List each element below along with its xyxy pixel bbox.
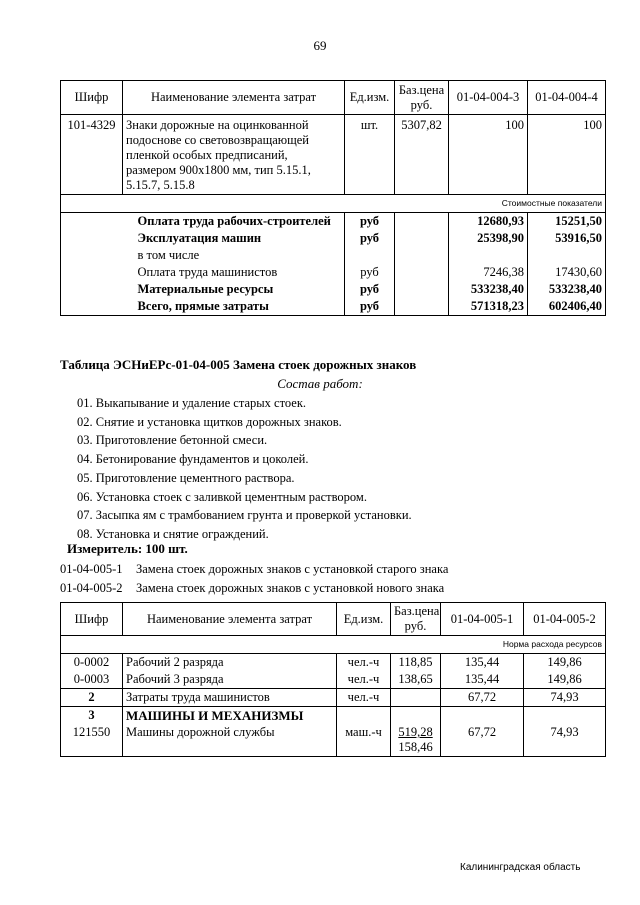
- row-val1: 67,72: [441, 724, 524, 757]
- table-header-row: [61, 81, 606, 115]
- row-val1: 67,72: [441, 689, 524, 707]
- list-item: 01. Выкапывание и удаление старых стоек.: [77, 396, 307, 410]
- row-val2: 74,93: [524, 724, 606, 757]
- table-title: Таблица ЭСНиЕРс-01-04-005 Замена стоек дорожных знаков: [60, 357, 417, 372]
- header-price: Баз.цена руб.: [395, 81, 449, 115]
- table-header-row: [61, 603, 606, 636]
- row-unit: руб: [345, 298, 395, 316]
- header-price: Баз.цена руб.: [391, 603, 441, 636]
- list-item: 02. Снятие и установка щитков дорожных знаков.: [77, 414, 342, 429]
- header-name: Наименование элемента затрат: [123, 81, 345, 115]
- row-name: Оплата труда рабочих-строителей: [123, 213, 345, 231]
- row-val2: 74,93: [524, 689, 606, 707]
- row-name: Материальные ресурсы: [137, 282, 274, 296]
- row-val2: 53916,50: [528, 230, 606, 247]
- row-name: Оплата труда машинистов: [137, 265, 278, 279]
- row-val2: 602406,40: [528, 298, 606, 316]
- row-name: Рабочий 3 разряда: [123, 671, 337, 689]
- row-unit: руб: [345, 264, 395, 281]
- row-name: МАШИНЫ И МЕХАНИЗМЫ: [123, 707, 337, 725]
- header-col2: 01-04-005-2: [524, 603, 606, 636]
- list-item: 07. Засыпка ям с трамбованием грунта и проверкой установки.: [77, 508, 412, 523]
- material-code: 101-4329: [61, 115, 123, 195]
- row-price-main: 519,28: [398, 725, 433, 739]
- row-code: 2: [61, 689, 123, 707]
- code-line-code: 01-04-005-1: [60, 562, 123, 576]
- table-row: [61, 230, 606, 247]
- material-name-line: 5.15.7, 5.15.8: [126, 178, 195, 192]
- table-row: [61, 298, 606, 316]
- row-val1: 25398,90: [449, 230, 528, 247]
- material-name-line: подоснове со световозвращающей: [126, 133, 309, 147]
- header-unit: Ед.изм.: [345, 81, 395, 115]
- cost-table-1: [60, 80, 606, 316]
- material-unit: шт.: [345, 115, 395, 195]
- row-unit: руб: [345, 281, 395, 298]
- table-row: [61, 213, 606, 231]
- row-name: Рабочий 2 разряда: [123, 654, 337, 672]
- header-col2: 01-04-004-4: [528, 81, 606, 115]
- table-row: [61, 689, 606, 707]
- row-name: Всего, прямые затраты: [123, 298, 345, 316]
- row-unit: руб: [345, 230, 395, 247]
- table-row: [61, 654, 606, 672]
- section-label-row: [61, 195, 606, 213]
- page-number: 69: [313, 38, 327, 53]
- table-row: [61, 115, 606, 195]
- row-val2: 533238,40: [528, 281, 606, 298]
- row-name: Машины дорожной службы: [123, 724, 337, 757]
- material-name-line: размером 900x1800 мм, тип 5.15.1,: [126, 163, 311, 177]
- code-line-text: Замена стоек дорожных знаков с установкой нового знака: [136, 580, 445, 595]
- row-unit: маш.-ч: [337, 724, 391, 757]
- table-row: [61, 264, 606, 281]
- row-val1: 533238,40: [449, 281, 528, 298]
- work-composition-label: Состав работ:: [277, 376, 363, 391]
- row-name: Эксплуатация машин: [137, 231, 262, 245]
- material-val2: 100: [528, 115, 606, 195]
- row-unit: руб: [345, 213, 395, 231]
- meter-label: Измеритель: 100 шт.: [67, 541, 188, 556]
- row-code: 121550: [61, 724, 123, 757]
- header-col1: 01-04-004-3: [449, 81, 528, 115]
- material-name-line: Знаки дорожные на оцинкованной: [126, 118, 309, 132]
- footer-region: Калининградская область: [460, 862, 581, 873]
- row-val2: 149,86: [524, 654, 606, 672]
- code-line: [60, 560, 448, 579]
- list-item: 06. Установка стоек с заливкой цементным раствором.: [77, 489, 367, 504]
- row-val1: 135,44: [441, 671, 524, 689]
- list-item: 04. Бетонирование фундаментов и цоколей.: [77, 452, 309, 467]
- code-line: [60, 579, 448, 598]
- table-row: [61, 281, 606, 298]
- section-label: Стоимостные показатели: [449, 195, 606, 213]
- row-price: 138,65: [391, 671, 441, 689]
- header-unit: Ед.изм.: [337, 603, 391, 636]
- section-label-row: [61, 636, 606, 654]
- row-name: Затраты труда машинистов: [123, 689, 337, 707]
- row-unit: чел.-ч: [337, 671, 391, 689]
- list-item: 05. Приготовление цементного раствора.: [77, 470, 295, 485]
- header-code: Шифр: [61, 603, 123, 636]
- header-name: Наименование элемента затрат: [123, 603, 337, 636]
- row-val2: 149,86: [524, 671, 606, 689]
- row-val2: 15251,50: [528, 213, 606, 231]
- table-row: [61, 707, 606, 725]
- row-unit: чел.-ч: [337, 689, 391, 707]
- row-unit: чел.-ч: [337, 654, 391, 672]
- code-line-code: 01-04-005-2: [60, 580, 123, 595]
- list-item: 03. Приготовление бетонной смеси.: [77, 433, 268, 448]
- row-code: 0-0002: [61, 654, 123, 672]
- row-val1: 7246,38: [449, 264, 528, 281]
- table-row: [61, 247, 606, 264]
- material-val1: 100: [449, 115, 528, 195]
- section-label: Норма расхода ресурсов: [441, 636, 606, 654]
- row-val2: 17430,60: [528, 264, 606, 281]
- row-code: 0-0003: [61, 671, 123, 689]
- work-items-list: [77, 394, 412, 544]
- row-val1: 135,44: [441, 654, 524, 672]
- row-code: 3: [61, 707, 123, 725]
- resource-table-2: [60, 602, 606, 757]
- row-price-secondary: 158,46: [398, 740, 433, 754]
- table-row: [61, 671, 606, 689]
- material-price: 5307,82: [395, 115, 449, 195]
- row-val1: 571318,23: [449, 298, 528, 316]
- header-col1: 01-04-005-1: [441, 603, 524, 636]
- row-name: в том числе: [137, 248, 200, 262]
- code-lines: [60, 560, 448, 597]
- row-price: [391, 724, 441, 757]
- table-row: [61, 724, 606, 757]
- code-line-text: Замена стоек дорожных знаков с установкой старого знака: [136, 562, 449, 576]
- row-val1: 12680,93: [449, 213, 528, 231]
- row-price: 118,85: [391, 654, 441, 672]
- material-name-line: пленкой особых предписаний,: [126, 148, 288, 162]
- header-code: Шифр: [61, 81, 123, 115]
- material-name: [123, 115, 345, 195]
- list-item: 08. Установка и снятие ограждений.: [77, 526, 269, 541]
